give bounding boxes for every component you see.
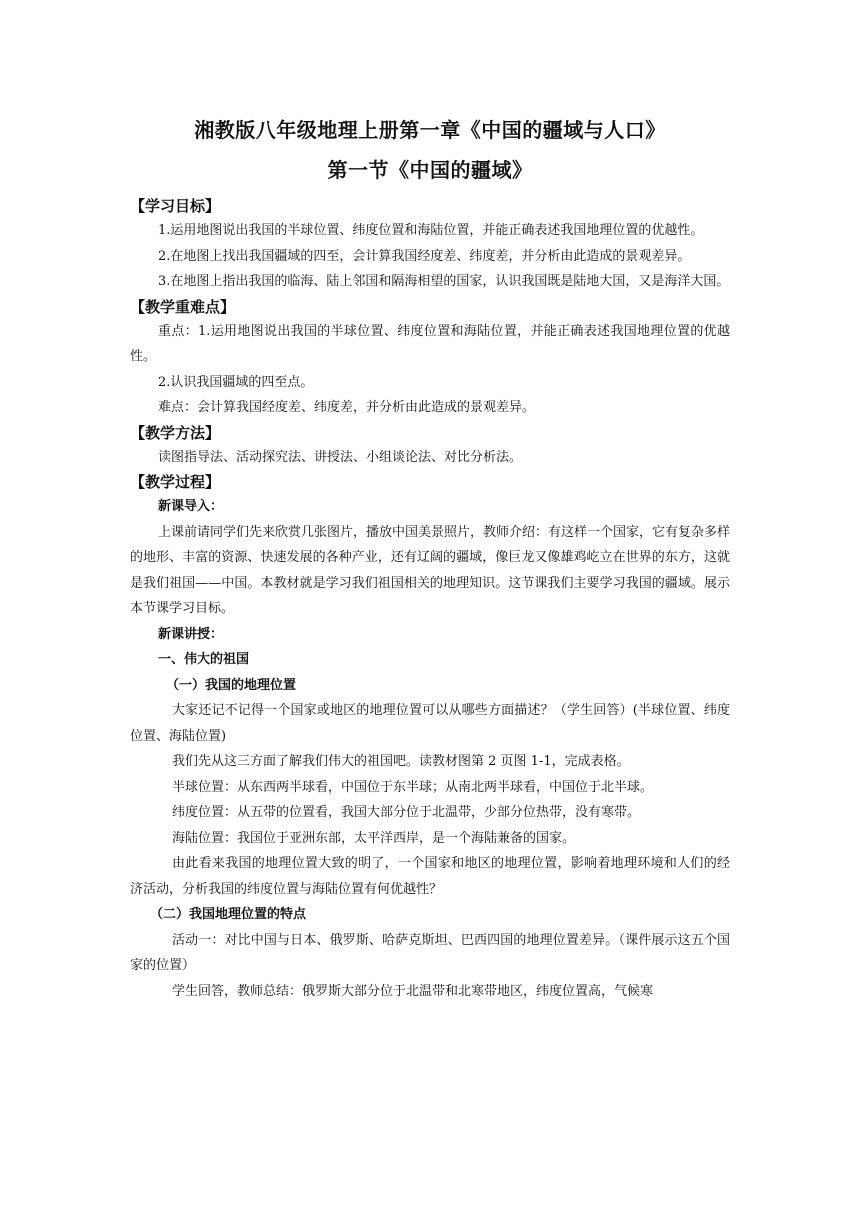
objective-item: 3.在地图上指出我国的临海、陆上邻国和隔海相望的国家，认识我国既是陆地大国，又是海洋大国。 <box>158 274 730 289</box>
part-one-heading: 一、伟大的祖国 <box>158 652 250 667</box>
document-body <box>130 110 730 1004</box>
document-title: 湘教版八年级地理上册第一章《中国的疆域与人口》 <box>194 118 666 142</box>
key-point-item: 重点：1.运用地图说出我国的半球位置、纬度位置和海陆位置，并能正确表述我国地理位置的优越性。 <box>130 323 730 364</box>
lesson-paragraph: 海陆位置：我国位于亚洲东部，太平洋西岸，是一个海陆兼备的国家。 <box>172 830 576 846</box>
key-points-heading: 【教学重难点】 <box>130 297 236 316</box>
intro-label: 新课导入： <box>158 499 224 514</box>
lesson-paragraph: 活动一：对比中国与日本、俄罗斯、哈萨克斯坦、巴西四国的地理位置差异。（课件展示这五个国家的位置） <box>130 932 730 973</box>
methods-heading: 【教学方法】 <box>130 423 221 442</box>
process-heading: 【教学过程】 <box>130 473 221 491</box>
objectives-heading: 【学习目标】 <box>130 197 221 215</box>
objective-item: 2.在地图上找出我国疆域的四至，会计算我国经度差、纬度差，并分析由此造成的景观差异。 <box>158 248 691 264</box>
lesson-paragraph: 大家还记不记得一个国家或地区的地理位置可以从哪些方面描述？（学生回答）(半球位置、纬度位置、海陆位置) <box>130 703 730 744</box>
lesson-paragraph: 由此看来我国的地理位置大致的明了，一个国家和地区的地理位置，影响着地理环境和人们的经济活动，分析我国的纬度位置与海陆位置有何优越性？ <box>130 856 730 897</box>
lesson-paragraph: 纬度位置：从五带的位置看，我国大部分位于北温带，少部分位热带，没有寒带。 <box>172 805 641 820</box>
subsection-heading: （一）我国的地理位置 <box>166 677 297 693</box>
objective-item: 1.运用地图说出我国的半球位置、纬度位置和海陆位置，并能正确表述我国地理位置的优越性。 <box>158 223 704 238</box>
methods-text: 读图指导法、活动探究法、讲授法、小组谈论法、对比分析法。 <box>158 449 523 465</box>
lecture-label: 新课讲授： <box>158 626 224 642</box>
document-subtitle: 第一节《中国的疆域》 <box>327 158 533 182</box>
lesson-paragraph: 半球位置：从东西两半球看，中国位于东半球；从南北两半球看，中国位于北半球。 <box>172 779 654 795</box>
lesson-paragraph: 学生回答，教师总结：俄罗斯大部分位于北温带和北寒带地区，纬度位置高，气候寒 <box>172 983 654 999</box>
key-point-item: 2.认识我国疆域的四至点。 <box>158 374 314 390</box>
intro-paragraph: 上课前请同学们先来欣赏几张图片，播放中国美景照片，教师介绍：有这样一个国家，它有复杂多样的地形、丰富的资源、快速发展的各种产业，还有辽阔的疆域，像巨龙又像雄鸡屹立在世界的东方，这就是我们祖国——中国。本教材就是学习我们祖国相关的地理知识。这节课我们主要学习我国的疆域。展示本节课学习目标。 <box>130 524 731 616</box>
lesson-paragraph: 我们先从这三方面了解我们伟大的祖国吧。读教材图第 2 页图 1-1，完成表格。 <box>172 754 630 769</box>
key-point-item: 难点：会计算我国经度差、纬度差，并分析由此造成的景观差异。 <box>158 400 536 415</box>
subsection-heading: （二）我国地理位置的特点 <box>150 907 307 922</box>
